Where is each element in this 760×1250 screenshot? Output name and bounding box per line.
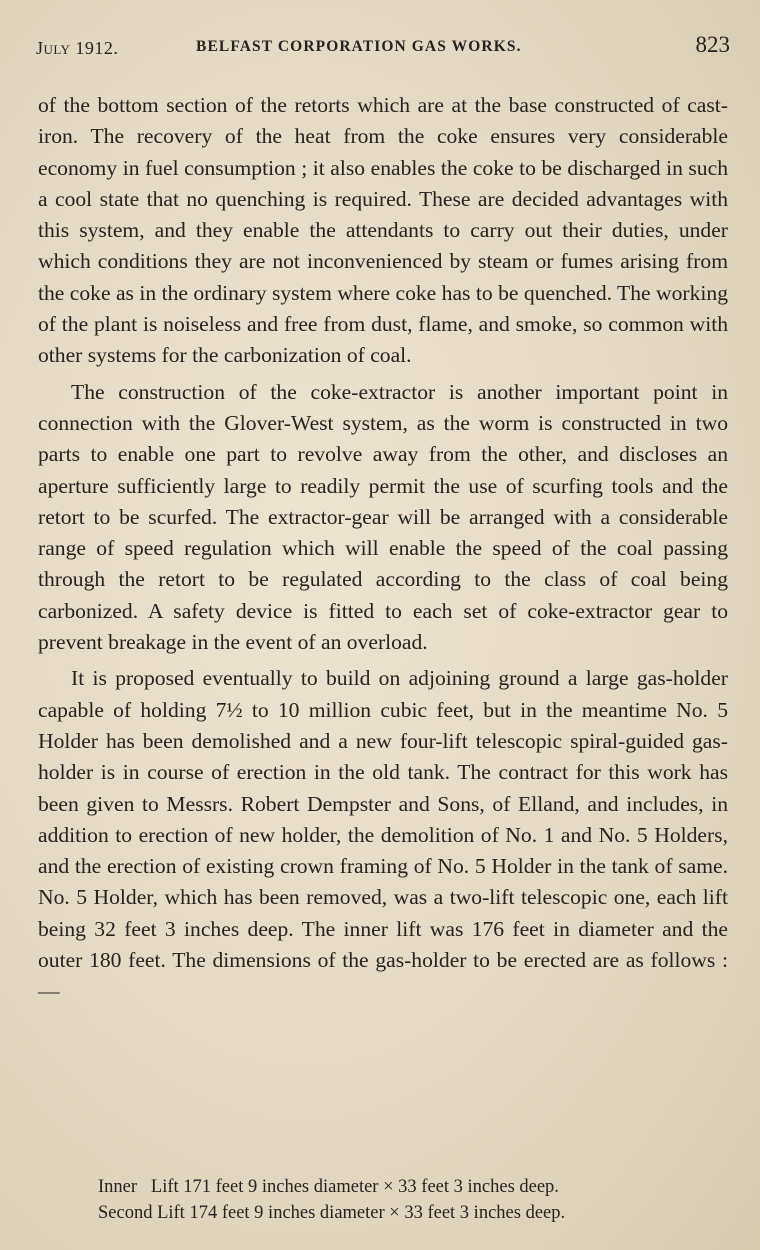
header-date: July 1912. bbox=[36, 38, 119, 58]
page-number: 823 bbox=[695, 32, 730, 57]
running-head bbox=[36, 30, 730, 66]
header-title: BELFAST CORPORATION GAS WORKS. bbox=[196, 38, 522, 55]
dimension-line-inner: Inner Lift 171 feet 9 inches diameter × 33 feet 3 inches deep. bbox=[98, 1177, 559, 1197]
body-text bbox=[38, 90, 728, 1008]
dimensions-list bbox=[98, 1174, 565, 1226]
paragraph-3: It is proposed eventually to build on adjoining ground a large gas-holder capable of holding 7½ to 10 million cubic feet, but in the meantime No. 5 Holder has been demolished and a new four-lift telescopic spiral-guided gas-holder is in course of erection in the old tank. The contract for this work has been given to Messrs. Robert Dempster and Sons, of Elland, and includes, in addition to erection of new holder, the demolition of No. 1 and No. 5 Holders, and the erection of existing crown framing of No. 5 Holder in the tank of same. No. 5 Holder, which has been removed, was a two-lift telescopic one, each lift being 32 feet 3 inches deep. The inner lift was 176 feet in diameter and the outer 180 feet. The dimensions of the gas-holder to be erected are as follows :— bbox=[38, 666, 728, 1004]
paragraph-1: of the bottom section of the retorts which are at the base constructed of cast-iron. The recovery of the heat from the coke ensures very considerable economy in fuel consumption ; it also enables the coke to be discharged in such a cool state that no quenching is required. These are decided advantages with this system, and they enable the attendants to carry out their duties, under which conditions they are not inconvenienced by steam or fumes arising from the coke as in the ordinary system where coke has to be quenched. The working of the plant is noiseless and free from dust, flame, and smoke, so common with other systems for the carbonization of coal. bbox=[38, 93, 728, 368]
paragraph-2: The construction of the coke-extractor is another important point in connection with the Glover-West system, as the worm is constructed in two parts to enable one part to revolve away from the other, and discloses an aperture sufficiently large to readily permit the use of scurfing tools and the retort to be scurfed. The extractor-gear will be arranged with a considerable range of speed regulation which will enable the speed of the coal passing through the retort to be regulated according to the class of coal being carbonized. A safety device is fitted to each set of coke-extractor gear to prevent breakage in the event of an overload. bbox=[38, 379, 728, 655]
dimension-line-second: Second Lift 174 feet 9 inches diameter × 33 feet 3 inches deep. bbox=[98, 1203, 566, 1223]
